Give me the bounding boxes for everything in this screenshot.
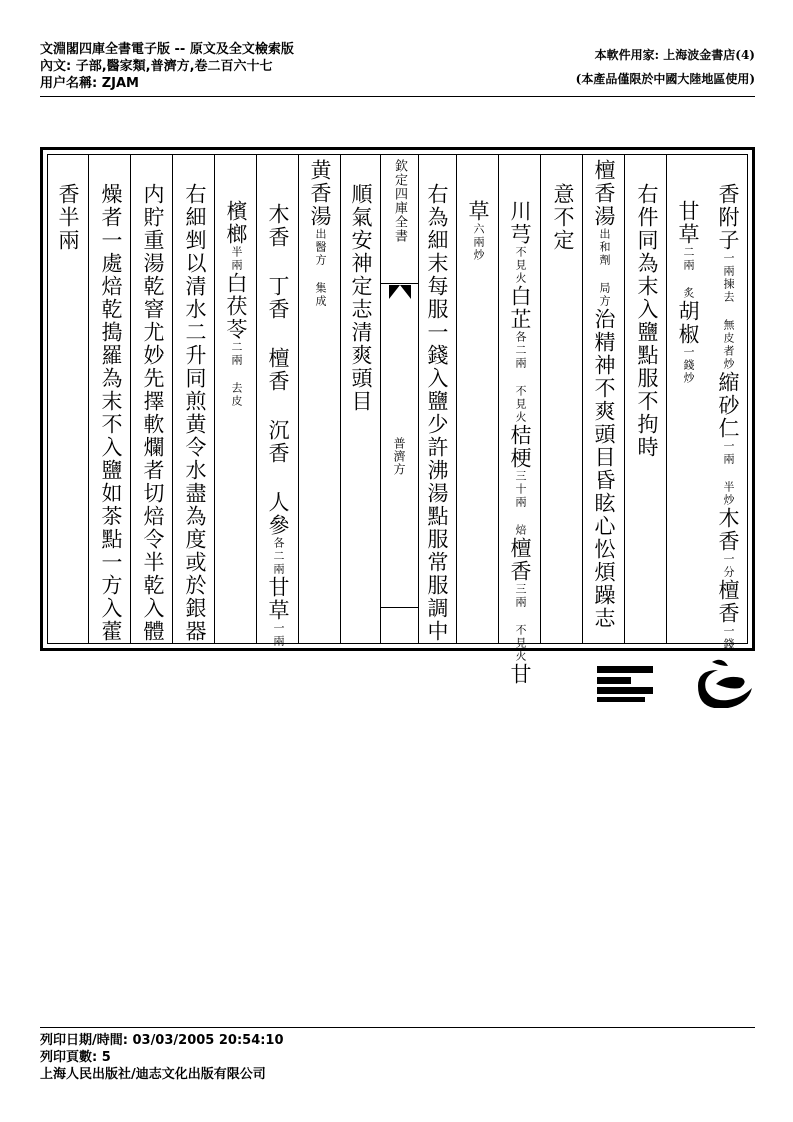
herb-name: 白茯苓 — [224, 272, 248, 341]
herb-note: 一兩揀去 無皮者炒 — [722, 252, 735, 371]
herb-name: 檳榔 — [224, 200, 248, 246]
text-column — [48, 155, 88, 643]
herb-name: 甘草 — [266, 576, 290, 622]
herb-note: 各二兩 — [272, 537, 285, 576]
text-column — [130, 155, 173, 643]
text-column — [418, 155, 457, 643]
text-column — [498, 155, 541, 686]
header-left — [40, 41, 294, 92]
header-content-path: 內文: 子部,醫家類,普濟方,卷二百六十七 — [40, 59, 273, 74]
herb-name: 草 — [466, 200, 490, 223]
footer-divider — [40, 1027, 755, 1028]
print-datetime: 列印日期/時間: 03/03/2005 20:54:10 — [40, 1033, 284, 1048]
herb-name: 檀香 — [508, 537, 532, 583]
column-text: 燥者一處焙乾搗羅為末不入鹽如茶點一方入藿 — [99, 183, 123, 643]
column-text: 右細剉以清水二升同煎黄令水盡為度或於銀器 — [183, 183, 207, 643]
herb-note: 不見火 — [514, 246, 527, 285]
recipe-title: 黄香湯 — [308, 159, 332, 228]
footer — [40, 1032, 284, 1083]
recipe-source: 出和劑 局方 — [598, 228, 611, 308]
text-column — [88, 155, 131, 643]
text-column — [708, 155, 749, 651]
herb-note: 二兩 炙 — [682, 246, 695, 300]
recipe-source: 出醫方 集成 — [314, 228, 327, 308]
herb-list: 木香 丁香 檀香 沉香 人參 — [266, 203, 290, 537]
herb-note: 一兩 — [272, 622, 285, 648]
column-text: 順氣安神定志清爽頭目 — [349, 183, 373, 413]
text-column — [172, 155, 215, 643]
herb-note: 一錢炒 — [682, 346, 695, 385]
collection-title: 欽定四庫全書 — [392, 159, 407, 243]
herb-note: 三兩 不見火 — [514, 583, 527, 663]
herb-name: 甘草 — [676, 200, 700, 246]
seal-icon — [692, 656, 754, 708]
text-column — [214, 155, 257, 643]
header-licensee: 本軟件用家: 上海波金書店(4) — [594, 48, 755, 62]
text-column — [256, 155, 299, 648]
column-text: 意不定 — [551, 183, 575, 252]
herb-name: 香附子 — [716, 183, 740, 252]
publisher-logo-icon — [597, 664, 657, 704]
header-region-notice: (本產品僅限於中國大陸地區使用) — [575, 72, 755, 86]
herb-name: 白芷 — [508, 285, 532, 331]
column-text: 内貯重湯乾窨尤妙先擇軟爛者切焙令半乾入體 — [141, 183, 165, 643]
header-divider — [40, 96, 755, 97]
herb-name: 桔梗 — [508, 424, 532, 470]
publisher-credit: 上海人民出版社/迪志文化出版有限公司 — [40, 1067, 266, 1082]
herb-note: 二兩 去皮 — [230, 341, 243, 408]
header-user-name: 用户名稱: ZJAM — [40, 76, 139, 91]
herb-name: 胡椒 — [676, 300, 700, 346]
center-spine — [380, 155, 419, 643]
column-text: 香半兩 — [56, 183, 80, 252]
text-column — [456, 155, 499, 643]
text-column — [340, 155, 381, 643]
column-text: 右件同為末入鹽點服不拘時 — [635, 183, 659, 459]
column-text: 治精神不爽頭目昏眩心忪煩躁志 — [592, 308, 616, 630]
print-page-count: 列印頁數: 5 — [40, 1050, 111, 1065]
herb-note: 三十兩 焙 — [514, 470, 527, 537]
text-column — [540, 155, 583, 643]
book-title: 普濟方 — [392, 437, 406, 476]
herb-note: 一分 — [722, 553, 735, 579]
herb-note: 六兩炒 — [472, 223, 485, 262]
text-area — [47, 154, 748, 686]
text-column — [624, 155, 667, 643]
herb-name: 縮砂仁 — [716, 371, 740, 440]
text-column — [666, 155, 709, 643]
herb-note: 各二兩 不見火 — [514, 331, 527, 424]
recipe-title: 檀香湯 — [592, 159, 616, 228]
text-column — [582, 155, 625, 643]
herb-note: 一錢 — [722, 625, 735, 651]
text-column — [298, 155, 341, 643]
herb-note: 半兩 — [230, 246, 243, 272]
fishtail-mark — [389, 285, 411, 299]
header-right — [576, 43, 755, 91]
herb-name: 檀香 — [716, 579, 740, 625]
column-text: 右為細末每服一錢入鹽少許沸湯點服常服調中 — [425, 183, 449, 643]
header-title: 文淵閣四庫全書電子版 -- 原文及全文檢索版 — [40, 42, 294, 57]
herb-note: 一兩 半炒 — [722, 440, 735, 507]
herb-name: 木香 — [716, 507, 740, 553]
page-frame — [40, 147, 755, 686]
herb-name: 川芎 — [508, 200, 532, 246]
herb-name: 甘 — [508, 663, 532, 686]
